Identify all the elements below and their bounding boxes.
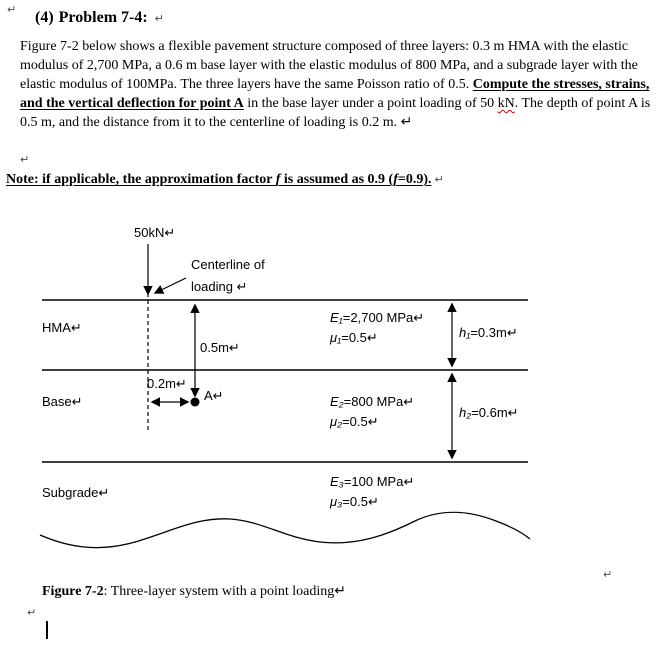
layer-label-subgrade: Subgrade↵ — [42, 485, 110, 500]
layer2-poisson — [330, 412, 414, 432]
layer1-properties — [330, 308, 424, 348]
modulus-symbol: E₃ — [330, 474, 344, 489]
figure-caption — [42, 583, 346, 600]
modulus-symbol: E₂ — [330, 394, 344, 409]
offset-dimension-label: 0.2m↵ — [147, 376, 187, 391]
modulus-value: =2,700 MPa↵ — [342, 310, 425, 325]
layer2-properties — [330, 392, 414, 432]
layer2-modulus — [330, 392, 414, 412]
layer-label-hma: HMA↵ — [42, 320, 82, 335]
layer3-poisson — [330, 492, 414, 512]
problem-heading — [35, 9, 164, 27]
problem-number: (4) — [35, 9, 54, 26]
note-f-symbol: f — [275, 172, 281, 187]
layer1-thickness-label — [459, 325, 518, 341]
centerline-leader-arrow — [155, 278, 186, 293]
poisson-symbol: μ₃ — [330, 494, 343, 509]
depth-dimension-label: 0.5m↵ — [200, 340, 240, 355]
poisson-symbol: μ₂ — [330, 414, 343, 429]
poisson-value: =0.5↵ — [342, 414, 379, 429]
layer2-thickness-label — [459, 405, 519, 421]
caption-text: : Three-layer system with a point loading↵ — [103, 584, 346, 599]
paragraph-mark: ↵ — [27, 606, 37, 619]
note-text: Note: if applicable, the approximation factor — [6, 172, 276, 187]
thickness-symbol: h₁ — [459, 325, 471, 340]
layer1-modulus — [330, 308, 424, 328]
figure-7-2 — [0, 220, 665, 566]
subgrade-wave-line — [40, 512, 530, 547]
text-cursor — [46, 621, 48, 639]
paragraph-mark: ↵ — [154, 12, 164, 25]
thickness-value: =0.6m↵ — [471, 405, 519, 420]
poisson-value: =0.5↵ — [341, 330, 378, 345]
point-a-label: A↵ — [204, 388, 224, 403]
layer1-poisson — [330, 328, 424, 348]
thickness-symbol: h₂ — [459, 405, 472, 420]
statement-text-mid: in the base layer under a point loading of 50 — [243, 96, 498, 111]
thickness-value: =0.3m↵ — [470, 325, 518, 340]
paragraph-mark: ↵ — [603, 568, 613, 581]
spellcheck-flagged-word: kN — [497, 96, 515, 111]
problem-title: Problem 7-4: — [58, 9, 152, 26]
problem-statement — [20, 37, 652, 132]
centerline-label-line2: loading ↵ — [191, 279, 248, 294]
layer3-modulus — [330, 472, 414, 492]
statement-text-intro: Figure 7-2 below shows a flexible pavement structure composed of three layers: 0.3 m HMA with the elastic modulus of 2,700 MPa, a 0.6 m base layer with the elastic modulus of 800 MPa, and a subgrade layer with the elastic modulus of 100MPa. The three layers have the same Poisson ratio of 0.5. — [20, 39, 638, 92]
point-a-marker — [191, 398, 200, 407]
layer-label-base: Base↵ — [42, 394, 83, 409]
note-text: is assumed as 0.9 ( — [280, 172, 394, 187]
modulus-value: =100 MPa↵ — [343, 474, 415, 489]
paragraph-mark: ↵ — [7, 3, 17, 16]
centerline-label-line1: Centerline of — [191, 257, 265, 272]
centerline-label — [191, 254, 265, 298]
modulus-value: =800 MPa↵ — [343, 394, 415, 409]
caption-label: Figure 7-2 — [42, 584, 104, 599]
poisson-value: =0.5↵ — [342, 494, 379, 509]
poisson-symbol: μ₁ — [330, 330, 342, 345]
note-text: =0.9). — [397, 172, 432, 187]
statement-text-end: . The depth of point A is 0.5 m, and the distance from it to the centerline of loading is 0.2 m. ↵ — [20, 96, 651, 130]
paragraph-mark: ↵ — [434, 173, 444, 186]
paragraph-mark: ↵ — [20, 153, 30, 166]
modulus-symbol: E₁ — [330, 310, 343, 325]
note-f-symbol: f — [393, 172, 398, 187]
load-label: 50kN↵ — [134, 225, 176, 240]
note-line — [6, 172, 444, 188]
layer3-properties — [330, 472, 414, 512]
statement-task-underlined: Compute the stresses, strains, and the vertical deflection for point A — [20, 77, 650, 111]
